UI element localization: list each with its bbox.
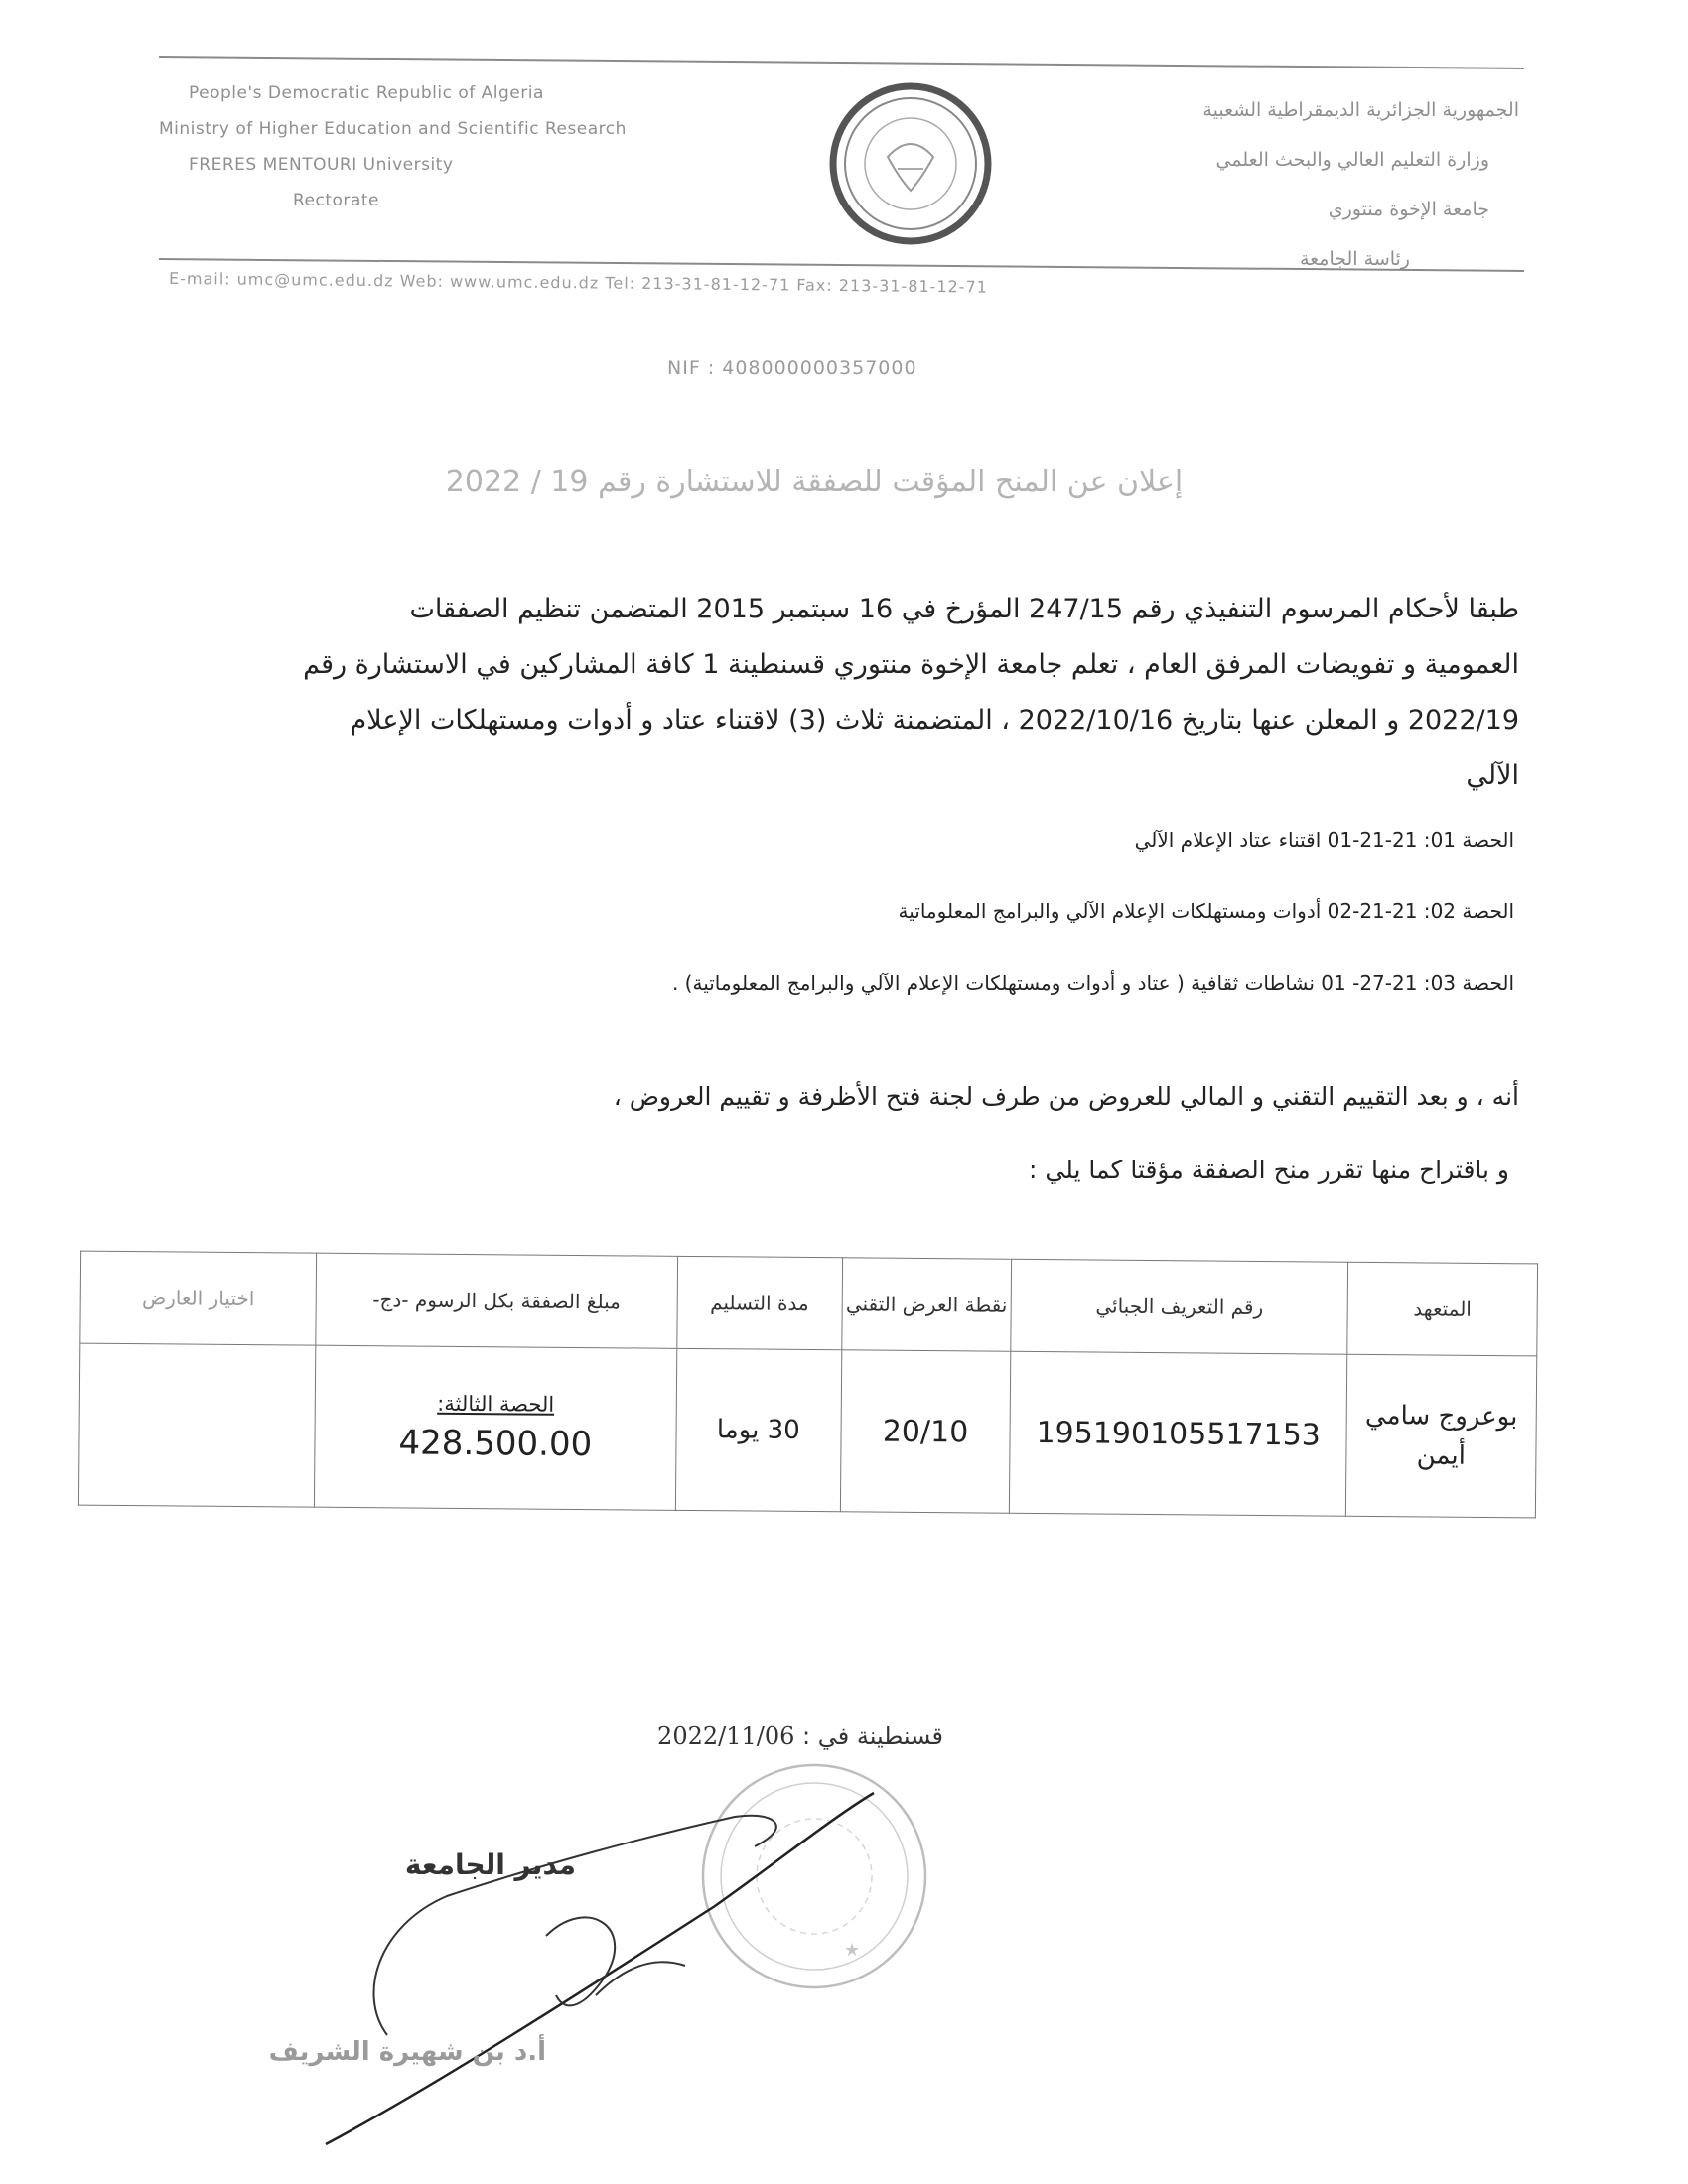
signature-date: 2022/11/06 bbox=[657, 1722, 795, 1750]
lot-item: الحصة 03: 21-27- 01 نشاطات ثقافية ( عتاد و أدوات ومستهلكات الإعلام الآلي والبرامج المعلوماتية) . bbox=[671, 971, 1514, 995]
col-header-tax-id: رقم التعريف الجبائي bbox=[1011, 1259, 1347, 1354]
header-ar-line: جامعة الإخوة منتوري bbox=[1328, 199, 1489, 220]
director-name: أ.د بن شهيرة الشريف bbox=[268, 2037, 546, 2067]
nif-number: NIF : 408000000357000 bbox=[667, 357, 917, 379]
col-header-delivery: مدة التسليم bbox=[677, 1256, 843, 1349]
contact-line: E-mail: umc@umc.edu.dz Web: www.umc.edu.dz Tel: 213-31-81-12-71 Fax: 213-31-81-12-71 bbox=[168, 268, 988, 297]
cell-technical-score: 20/10 bbox=[840, 1350, 1011, 1513]
header-en-line: Ministry of Higher Education and Scientific Research bbox=[159, 119, 627, 139]
place-label: قسنطينة في : bbox=[802, 1722, 943, 1750]
handwritten-signature bbox=[268, 1787, 933, 2154]
svg-text:★: ★ bbox=[844, 1940, 861, 1961]
lot-item: الحصة 01: 21-21-01 اقتناء عتاد الإعلام الآلي bbox=[1134, 828, 1514, 852]
header-english-block bbox=[159, 83, 745, 226]
cell-bidder: بوعروج سامي أيمن bbox=[1345, 1354, 1537, 1518]
intro-line: طبقا لأحكام المرسوم التنفيذي رقم 247/15 المؤرخ في 16 سبتمبر 2015 المتضمن تنظيم الصفقات bbox=[409, 594, 1519, 624]
header-ar-line: وزارة التعليم العالي والبحث العلمي bbox=[1215, 149, 1489, 171]
lot-item: الحصة 02: 21-21-02 أدوات ومستهلكات الإعلام الآلي والبرامج المعلوماتية bbox=[898, 899, 1514, 923]
award-table bbox=[78, 1251, 1538, 1519]
header-en-line: FRERES MENTOURI University bbox=[189, 155, 454, 175]
header-en-line: Rectorate bbox=[293, 191, 379, 210]
cell-delivery: 30 يوما bbox=[675, 1348, 841, 1511]
table-row bbox=[78, 1343, 1536, 1518]
intro-paragraph bbox=[139, 582, 1519, 804]
decision-line: أنه ، و بعد التقييم التقني و المالي للعروض من طرف لجنة فتح الأظرفة و تقييم العروض ، bbox=[613, 1082, 1519, 1111]
table-header-row bbox=[80, 1251, 1538, 1356]
university-seal-logo bbox=[826, 79, 995, 248]
header-top-rule bbox=[159, 56, 1524, 69]
amount-lot-label: الحصة الثالثة: bbox=[437, 1391, 555, 1417]
header-ar-line: رئاسة الجامعة bbox=[1299, 248, 1410, 270]
page-title: إعلان عن المنح المؤقت للصفقة للاستشارة رقم 19 / 2022 bbox=[445, 465, 1184, 499]
director-title: مدير الجامعة bbox=[404, 1848, 576, 1881]
cell-amount bbox=[314, 1345, 676, 1510]
intro-line: 2022/19 و المعلن عنها بتاريخ 2022/10/16 ، المتضمنة ثلاث (3) لاقتناء عتاد و أدوات ومستهلكات الإعلام bbox=[350, 705, 1519, 736]
col-header-technical-score: نقطة العرض التقني bbox=[841, 1258, 1012, 1351]
col-header-choice: اختيار العارض bbox=[80, 1251, 317, 1345]
intro-line: العمومية و تفويضات المرفق العام ، تعلم جامعة الإخوة منتوري قسنطينة 1 كافة المشاركين في الاستشارة رقم bbox=[303, 649, 1519, 680]
cell-choice bbox=[78, 1343, 315, 1507]
header-en-line: People's Democratic Republic of Algeria bbox=[189, 83, 544, 103]
intro-line: الآلي bbox=[1466, 760, 1519, 791]
decision-line: و باقتراح منها تقرر منح الصفقة مؤقتا كما يلي : bbox=[1029, 1156, 1509, 1184]
date-line bbox=[467, 1722, 943, 1750]
col-header-bidder: المتعهد bbox=[1347, 1262, 1538, 1356]
header-ar-line: الجمهورية الجزائرية الديمقراطية الشعبية bbox=[1202, 99, 1519, 121]
amount-value: 428.500.00 bbox=[398, 1423, 593, 1465]
col-header-amount: مبلغ الصفقة بكل الرسوم -دج- bbox=[316, 1253, 678, 1348]
cell-tax-id: 195190105517153 bbox=[1010, 1351, 1347, 1516]
